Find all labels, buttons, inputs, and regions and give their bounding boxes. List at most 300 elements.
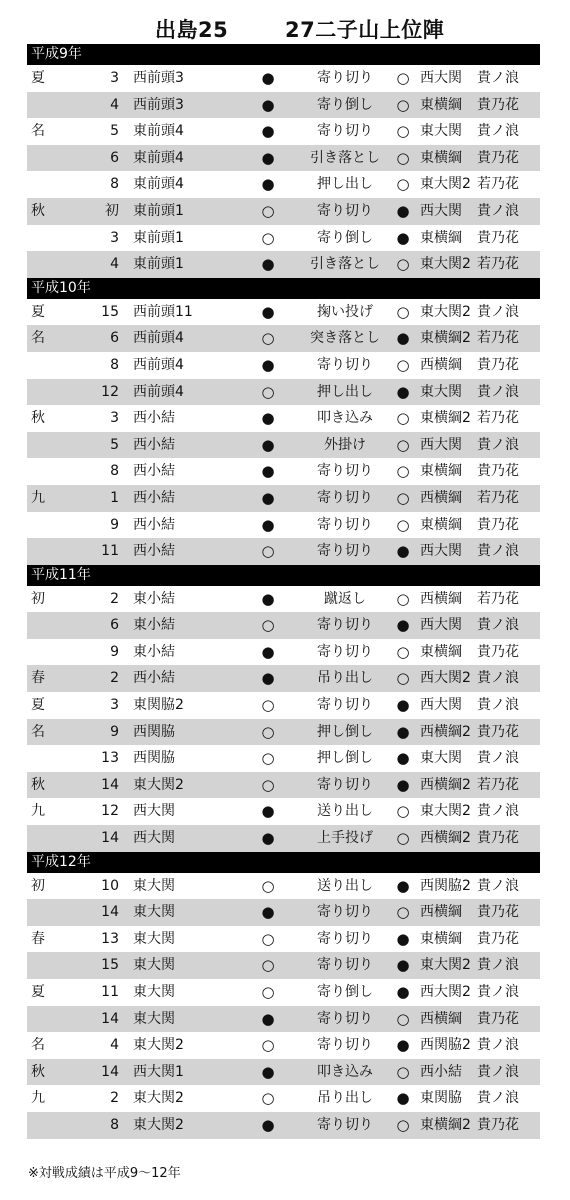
rank-cell: 東大関2 <box>133 1116 184 1133</box>
opponent-rank-cell: 東横綱2 <box>420 410 471 427</box>
rank-cell: 東大関 <box>133 930 175 947</box>
rank-cell: 東大関 <box>133 984 175 1000</box>
opponent-result-mark: ○ <box>396 1062 410 1081</box>
result-mark: ○ <box>261 775 275 794</box>
opponent-rank-cell: 東大関 <box>420 383 462 400</box>
technique-cell: 寄り切り <box>317 1037 373 1054</box>
table-row <box>27 979 540 1006</box>
opponent-result-mark: ○ <box>396 1009 410 1028</box>
technique-cell: 寄り切り <box>317 463 373 480</box>
day-cell: 6 <box>110 617 119 634</box>
opponent-result-mark: ● <box>396 329 410 348</box>
technique-cell: 寄り切り <box>317 697 373 714</box>
opponent-rank-cell: 西大関 <box>420 202 462 219</box>
opponent-name-cell: 貴ノ浪 <box>477 123 519 140</box>
technique-cell: 引き落とし <box>310 149 380 166</box>
rank-cell: 西小結 <box>133 489 175 506</box>
basho-cell: 初 <box>31 590 45 607</box>
opponent-rank-cell: 東大関2 <box>420 303 471 320</box>
opponent-name-cell: 貴ノ浪 <box>477 70 519 86</box>
opponent-rank-cell: 東横綱 <box>420 930 462 947</box>
result-mark: ○ <box>261 616 275 635</box>
basho-cell: 九 <box>31 1090 45 1107</box>
rank-cell: 西大関1 <box>133 1063 184 1080</box>
technique-cell: 送り出し <box>317 877 373 894</box>
rank-cell: 西小結 <box>133 436 175 453</box>
basho-cell: 夏 <box>31 697 45 714</box>
opponent-name-cell: 貴ノ浪 <box>477 750 519 767</box>
basho-cell: 秋 <box>31 410 45 427</box>
day-cell: 2 <box>110 1090 119 1107</box>
table-row <box>27 198 540 225</box>
opponent-name-cell: 貴ノ浪 <box>477 617 519 634</box>
opponent-rank-cell: 西小結 <box>420 1063 462 1080</box>
technique-cell: 吊り出し <box>317 670 373 687</box>
opponent-name-cell: 貴ノ浪 <box>477 957 519 974</box>
opponent-rank-cell: 西横綱 <box>420 590 462 607</box>
result-mark: ○ <box>261 201 275 220</box>
basho-cell: 春 <box>31 930 45 947</box>
basho-cell: 春 <box>31 670 45 687</box>
table-row <box>27 538 540 565</box>
table-row <box>27 926 540 953</box>
rank-cell: 東前頭4 <box>133 176 184 193</box>
opponent-result-mark: ○ <box>396 903 410 922</box>
technique-cell: 送り出し <box>317 803 373 820</box>
basho-cell: 九 <box>31 489 45 506</box>
table-row <box>27 352 540 379</box>
basho-cell: 名 <box>31 723 45 740</box>
rank-cell: 東大関2 <box>133 1090 184 1107</box>
opponent-rank-cell: 西大関2 <box>420 670 471 687</box>
result-mark: ○ <box>261 329 275 348</box>
rank-cell: 西前頭3 <box>133 70 184 86</box>
opponent-rank-cell: 東横綱 <box>420 229 462 246</box>
day-cell: 14 <box>101 830 119 847</box>
opponent-result-mark: ○ <box>396 1115 410 1134</box>
rank-cell: 東小結 <box>133 590 175 607</box>
rank-cell: 東前頭4 <box>133 149 184 166</box>
opponent-result-mark: ● <box>396 542 410 561</box>
technique-cell: 吊り出し <box>317 1090 373 1107</box>
day-cell: 3 <box>110 229 119 246</box>
opponent-rank-cell: 東関脇 <box>420 1090 462 1107</box>
basho-cell: 九 <box>31 803 45 820</box>
table-row <box>27 825 540 852</box>
title-right: 27二子山上位陣 <box>285 18 445 42</box>
opponent-rank-cell: 西関脇2 <box>420 877 471 894</box>
basho-cell: 夏 <box>31 303 45 320</box>
opponent-result-mark: ○ <box>396 642 410 661</box>
table-row <box>27 1059 540 1086</box>
technique-cell: 押し倒し <box>317 750 373 767</box>
opponent-rank-cell: 西横綱2 <box>420 776 471 793</box>
rank-cell: 西前頭4 <box>133 356 184 373</box>
table-row <box>27 1032 540 1059</box>
rank-cell: 東大関 <box>133 877 175 894</box>
day-cell: 3 <box>110 70 119 86</box>
opponent-rank-cell: 東大関2 <box>420 176 471 193</box>
opponent-name-cell: 貴乃花 <box>477 1116 519 1133</box>
table-row <box>27 586 540 613</box>
result-mark: ● <box>261 355 275 374</box>
day-cell: 14 <box>101 1010 119 1027</box>
technique-cell: 寄り倒し <box>317 984 373 1000</box>
result-mark: ○ <box>261 542 275 561</box>
result-mark: ● <box>261 903 275 922</box>
table-row <box>27 225 540 252</box>
opponent-rank-cell: 東横綱 <box>420 516 462 533</box>
table-row <box>27 899 540 926</box>
rank-cell: 東大関 <box>133 904 175 921</box>
result-mark: ● <box>261 1115 275 1134</box>
rank-cell: 東大関 <box>133 957 175 974</box>
table-row <box>27 1006 540 1033</box>
opponent-result-mark: ○ <box>396 148 410 167</box>
opponent-result-mark: ● <box>396 382 410 401</box>
basho-cell: 秋 <box>31 202 45 219</box>
opponent-rank-cell: 東大関2 <box>420 957 471 974</box>
opponent-name-cell: 貴ノ浪 <box>477 877 519 894</box>
technique-cell: 押し倒し <box>317 723 373 740</box>
technique-cell: 掬い投げ <box>317 303 373 320</box>
basho-cell: 名 <box>31 123 45 140</box>
opponent-rank-cell: 東横綱 <box>420 149 462 166</box>
opponent-result-mark: ○ <box>396 95 410 114</box>
rank-cell: 東前頭1 <box>133 229 184 246</box>
day-cell: 6 <box>110 330 119 347</box>
day-cell: 3 <box>110 410 119 427</box>
result-mark: ○ <box>261 722 275 741</box>
opponent-name-cell: 貴ノ浪 <box>477 436 519 453</box>
rank-cell: 東大関2 <box>133 776 184 793</box>
result-mark: ● <box>261 255 275 274</box>
opponent-result-mark: ○ <box>396 669 410 688</box>
opponent-result-mark: ○ <box>396 488 410 507</box>
basho-cell: 名 <box>31 330 45 347</box>
rank-cell: 東小結 <box>133 617 175 634</box>
result-mark: ● <box>261 302 275 321</box>
opponent-rank-cell: 東横綱2 <box>420 330 471 347</box>
technique-cell: 寄り倒し <box>317 96 373 113</box>
result-mark: ○ <box>261 956 275 975</box>
opponent-rank-cell: 西大関 <box>420 70 462 86</box>
year-header: 平成12年 <box>27 852 540 873</box>
opponent-rank-cell: 東大関 <box>420 123 462 140</box>
day-cell: 3 <box>110 697 119 714</box>
technique-cell: 寄り切り <box>317 1010 373 1027</box>
opponent-name-cell: 貴乃花 <box>477 830 519 847</box>
title-left: 出島25 <box>155 18 229 42</box>
technique-cell: 上手投げ <box>317 830 373 847</box>
opponent-result-mark: ● <box>396 228 410 247</box>
opponent-name-cell: 貴ノ浪 <box>477 1037 519 1054</box>
result-mark: ● <box>261 462 275 481</box>
opponent-name-cell: 貴ノ浪 <box>477 543 519 560</box>
day-cell: 4 <box>110 96 119 113</box>
opponent-result-mark: ○ <box>396 435 410 454</box>
rank-cell: 西前頭11 <box>133 303 193 320</box>
rank-cell: 東前頭1 <box>133 202 184 219</box>
day-cell: 5 <box>110 123 119 140</box>
opponent-result-mark: ○ <box>396 515 410 534</box>
technique-cell: 叩き込み <box>317 410 373 427</box>
rank-cell: 東前頭1 <box>133 256 184 273</box>
basho-cell: 夏 <box>31 70 45 86</box>
technique-cell: 寄り切り <box>317 543 373 560</box>
rank-cell: 西小結 <box>133 410 175 427</box>
result-mark: ○ <box>261 749 275 768</box>
technique-cell: 外掛け <box>324 436 366 453</box>
opponent-name-cell: 貴乃花 <box>477 1010 519 1027</box>
technique-cell: 寄り切り <box>317 957 373 974</box>
result-mark: ● <box>261 1062 275 1081</box>
rank-cell: 西大関 <box>133 803 175 820</box>
rank-cell: 西小結 <box>133 543 175 560</box>
technique-cell: 押し出し <box>317 176 373 193</box>
day-cell: 9 <box>110 723 119 740</box>
day-cell: 1 <box>110 489 119 506</box>
opponent-rank-cell: 東横綱 <box>420 463 462 480</box>
year-header: 平成10年 <box>27 278 540 299</box>
table-row <box>27 299 540 326</box>
opponent-result-mark: ○ <box>396 589 410 608</box>
table-row <box>27 92 540 119</box>
result-mark: ● <box>261 515 275 534</box>
rank-cell: 西小結 <box>133 463 175 480</box>
opponent-result-mark: ○ <box>396 69 410 87</box>
result-mark: ○ <box>261 1089 275 1108</box>
footnote: ※対戦成績は平成9～12年 <box>28 1166 181 1181</box>
opponent-name-cell: 若乃花 <box>477 776 519 793</box>
opponent-name-cell: 貴ノ浪 <box>477 1090 519 1107</box>
opponent-rank-cell: 西大関 <box>420 436 462 453</box>
opponent-name-cell: 貴乃花 <box>477 930 519 947</box>
result-mark: ● <box>261 122 275 141</box>
opponent-result-mark: ● <box>396 929 410 948</box>
opponent-name-cell: 若乃花 <box>477 410 519 427</box>
result-mark: ○ <box>261 228 275 247</box>
basho-cell: 夏 <box>31 984 45 1000</box>
technique-cell: 寄り切り <box>317 123 373 140</box>
opponent-result-mark: ● <box>396 876 410 895</box>
rank-cell: 西小結 <box>133 670 175 687</box>
technique-cell: 突き落とし <box>310 330 380 347</box>
opponent-name-cell: 若乃花 <box>477 256 519 273</box>
table-row <box>27 719 540 746</box>
result-mark: ● <box>261 95 275 114</box>
opponent-result-mark: ● <box>396 1036 410 1055</box>
result-mark: ● <box>261 802 275 821</box>
day-cell: 4 <box>110 1037 119 1054</box>
opponent-rank-cell: 東大関 <box>420 750 462 767</box>
record-table <box>27 44 540 1139</box>
opponent-rank-cell: 西大関 <box>420 697 462 714</box>
opponent-result-mark: ○ <box>396 255 410 274</box>
rank-cell: 西関脇 <box>133 723 175 740</box>
rank-cell: 東前頭4 <box>133 123 184 140</box>
opponent-name-cell: 貴乃花 <box>477 229 519 246</box>
table-row <box>27 65 540 92</box>
result-mark: ○ <box>261 876 275 895</box>
technique-cell: 寄り切り <box>317 776 373 793</box>
table-row <box>27 952 540 979</box>
table-row <box>27 1112 540 1139</box>
table-row <box>27 639 540 666</box>
result-mark: ● <box>261 589 275 608</box>
day-cell: 2 <box>110 590 119 607</box>
opponent-name-cell: 貴ノ浪 <box>477 303 519 320</box>
opponent-result-mark: ● <box>396 749 410 768</box>
table-row <box>27 379 540 406</box>
opponent-result-mark: ○ <box>396 802 410 821</box>
result-mark: ● <box>261 148 275 167</box>
day-cell: 初 <box>105 202 119 219</box>
technique-cell: 寄り切り <box>317 617 373 634</box>
technique-cell: 寄り切り <box>317 489 373 506</box>
day-cell: 8 <box>110 356 119 373</box>
result-mark: ● <box>261 488 275 507</box>
rank-cell: 西前頭4 <box>133 383 184 400</box>
table-row <box>27 772 540 799</box>
result-mark: ● <box>261 175 275 194</box>
day-cell: 15 <box>101 957 119 974</box>
result-mark: ○ <box>261 696 275 715</box>
opponent-name-cell: 貴ノ浪 <box>477 383 519 400</box>
day-cell: 9 <box>110 643 119 660</box>
table-row <box>27 1085 540 1112</box>
opponent-rank-cell: 東横綱2 <box>420 1116 471 1133</box>
year-header: 平成9年 <box>27 44 540 65</box>
day-cell: 12 <box>101 803 119 820</box>
table-row <box>27 873 540 900</box>
technique-cell: 寄り切り <box>317 356 373 373</box>
technique-cell: 寄り切り <box>317 930 373 947</box>
opponent-rank-cell: 西大関 <box>420 617 462 634</box>
rank-cell: 西関脇 <box>133 750 175 767</box>
opponent-result-mark: ○ <box>396 409 410 428</box>
day-cell: 11 <box>101 984 119 1000</box>
opponent-result-mark: ○ <box>396 462 410 481</box>
opponent-rank-cell: 西横綱2 <box>420 830 471 847</box>
opponent-rank-cell: 西横綱 <box>420 904 462 921</box>
table-row <box>27 145 540 172</box>
opponent-rank-cell: 東横綱 <box>420 96 462 113</box>
table-row <box>27 485 540 512</box>
opponent-result-mark: ● <box>396 696 410 715</box>
day-cell: 11 <box>101 543 119 560</box>
opponent-name-cell: 貴ノ浪 <box>477 202 519 219</box>
opponent-name-cell: 貴乃花 <box>477 96 519 113</box>
opponent-result-mark: ● <box>396 616 410 635</box>
opponent-name-cell: 貴ノ浪 <box>477 670 519 687</box>
table-row <box>27 798 540 825</box>
opponent-rank-cell: 西横綱 <box>420 489 462 506</box>
table-row <box>27 458 540 485</box>
technique-cell: 寄り切り <box>317 202 373 219</box>
rank-cell: 東大関2 <box>133 1037 184 1054</box>
table-row <box>27 512 540 539</box>
result-mark: ○ <box>261 382 275 401</box>
opponent-result-mark: ○ <box>396 355 410 374</box>
result-mark: ● <box>261 1009 275 1028</box>
header-title <box>0 0 570 44</box>
table-row <box>27 745 540 772</box>
result-mark: ○ <box>261 929 275 948</box>
opponent-rank-cell: 西関脇2 <box>420 1037 471 1054</box>
year-header: 平成11年 <box>27 565 540 586</box>
opponent-rank-cell: 西横綱 <box>420 1010 462 1027</box>
opponent-rank-cell: 東大関2 <box>420 803 471 820</box>
technique-cell: 寄り切り <box>317 70 373 86</box>
technique-cell: 叩き込み <box>317 1063 373 1080</box>
basho-cell: 名 <box>31 1037 45 1054</box>
table-row <box>27 692 540 719</box>
day-cell: 14 <box>101 776 119 793</box>
opponent-name-cell: 貴乃花 <box>477 643 519 660</box>
day-cell: 13 <box>101 930 119 947</box>
day-cell: 4 <box>110 256 119 273</box>
opponent-name-cell: 貴乃花 <box>477 356 519 373</box>
table-row <box>27 171 540 198</box>
opponent-result-mark: ● <box>396 722 410 741</box>
day-cell: 8 <box>110 1116 119 1133</box>
technique-cell: 寄り切り <box>317 904 373 921</box>
day-cell: 10 <box>101 877 119 894</box>
day-cell: 6 <box>110 149 119 166</box>
result-mark: ● <box>261 69 275 87</box>
rank-cell: 東関脇2 <box>133 697 184 714</box>
table-row <box>27 612 540 639</box>
result-mark: ● <box>261 409 275 428</box>
opponent-name-cell: 若乃花 <box>477 590 519 607</box>
technique-cell: 蹴返し <box>324 590 366 607</box>
day-cell: 12 <box>101 383 119 400</box>
table-row <box>27 118 540 145</box>
rank-cell: 東小結 <box>133 643 175 660</box>
day-cell: 8 <box>110 463 119 480</box>
opponent-name-cell: 貴乃花 <box>477 904 519 921</box>
opponent-rank-cell: 西横綱 <box>420 356 462 373</box>
opponent-result-mark: ● <box>396 775 410 794</box>
technique-cell: 押し出し <box>317 383 373 400</box>
day-cell: 13 <box>101 750 119 767</box>
rank-cell: 西前頭4 <box>133 330 184 347</box>
opponent-rank-cell: 東横綱 <box>420 643 462 660</box>
opponent-result-mark: ○ <box>396 829 410 848</box>
opponent-name-cell: 貴乃花 <box>477 723 519 740</box>
opponent-name-cell: 貴乃花 <box>477 149 519 166</box>
result-mark: ● <box>261 435 275 454</box>
opponent-rank-cell: 西大関 <box>420 543 462 560</box>
result-mark: ● <box>261 642 275 661</box>
result-mark: ● <box>261 829 275 848</box>
opponent-rank-cell: 西大関2 <box>420 984 471 1000</box>
basho-cell: 秋 <box>31 1063 45 1080</box>
table-row <box>27 432 540 459</box>
result-mark: ○ <box>261 983 275 1001</box>
opponent-name-cell: 貴ノ浪 <box>477 984 519 1000</box>
opponent-name-cell: 貴ノ浪 <box>477 803 519 820</box>
opponent-name-cell: 貴ノ浪 <box>477 1063 519 1080</box>
rank-cell: 東大関 <box>133 1010 175 1027</box>
table-row <box>27 325 540 352</box>
result-mark: ○ <box>261 1036 275 1055</box>
opponent-result-mark: ○ <box>396 122 410 141</box>
technique-cell: 寄り切り <box>317 516 373 533</box>
day-cell: 2 <box>110 670 119 687</box>
day-cell: 14 <box>101 1063 119 1080</box>
